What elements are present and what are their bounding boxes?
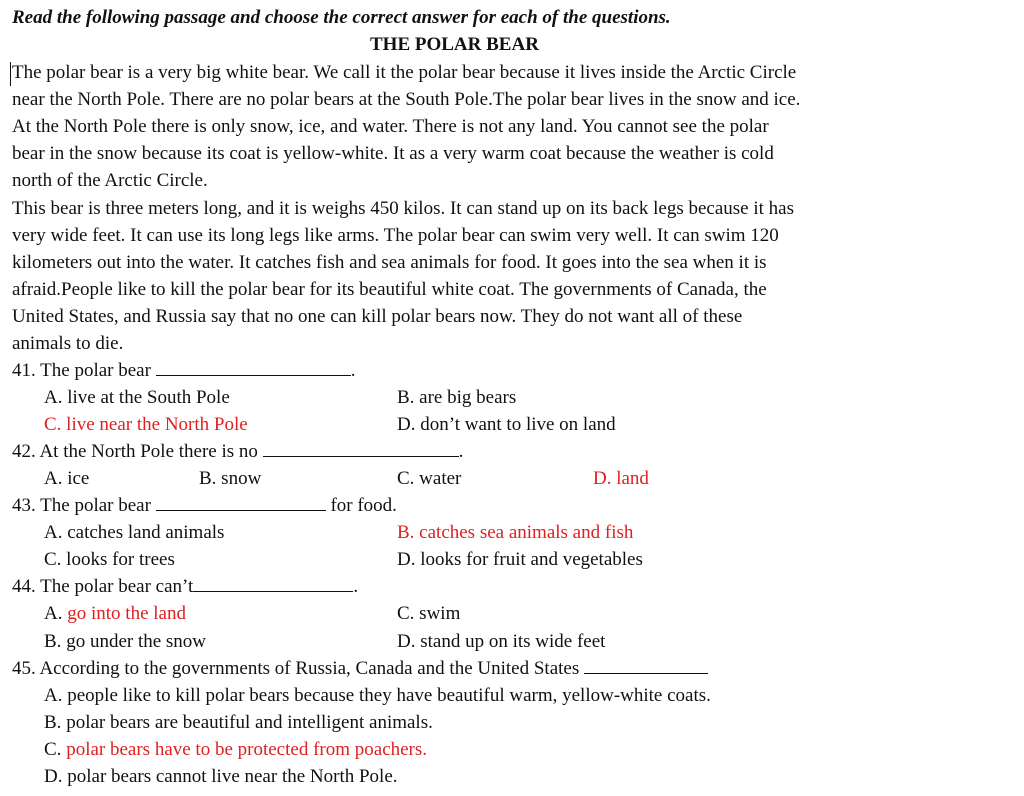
- option-41-a[interactable]: A. live at the South Pole: [44, 387, 230, 408]
- option-45-a[interactable]: [44, 682, 711, 709]
- text-cursor: [10, 62, 11, 86]
- passage-line: The polar bear is a very big white bear. We call it the polar bear because it lives inside the Arctic Circle: [12, 62, 797, 83]
- option-letter: A.: [44, 685, 63, 706]
- question-end: .: [458, 441, 464, 462]
- answer-blank[interactable]: [156, 357, 351, 376]
- passage-line: This bear is three meters long, and it is weighs 450 kilos. It can stand up on its back legs because it has: [12, 198, 794, 219]
- option-letter: A.: [44, 603, 63, 624]
- question-end: for food.: [330, 495, 397, 516]
- option-44-d[interactable]: D. stand up on its wide feet: [397, 631, 606, 652]
- option-letter: B.: [44, 631, 62, 652]
- question-end: .: [353, 576, 359, 597]
- answer-blank[interactable]: [584, 655, 708, 674]
- option-44-b[interactable]: [44, 628, 206, 655]
- option-43-b-correct[interactable]: B. catches sea animals and fish: [397, 522, 634, 543]
- option-letter: B.: [44, 712, 62, 733]
- option-45-d[interactable]: [44, 763, 398, 790]
- option-44-c[interactable]: C. swim: [397, 603, 461, 624]
- answer-blank[interactable]: [263, 438, 459, 457]
- passage-title: THE POLAR BEAR: [370, 34, 539, 55]
- option-41-d[interactable]: D. don’t want to live on land: [397, 414, 616, 435]
- option-letter: C.: [44, 739, 62, 760]
- passage-line: United States, and Russia say that no one can kill polar bears now. They do not want all of these: [12, 306, 743, 327]
- option-43-c[interactable]: C. looks for trees: [44, 549, 175, 570]
- question-42: [12, 438, 463, 465]
- option-44-a-correct[interactable]: [44, 600, 186, 627]
- option-text: polar bears have to be protected from poachers.: [66, 739, 428, 760]
- passage-line: afraid.People like to kill the polar bear for its beautiful white coat. The governments of Canada, the: [12, 279, 767, 300]
- option-41-c-correct[interactable]: C. live near the North Pole: [44, 414, 248, 435]
- option-45-b[interactable]: [44, 709, 433, 736]
- option-45-c-correct[interactable]: [44, 736, 427, 763]
- option-text: go into the land: [67, 603, 186, 624]
- passage-line: animals to die.: [12, 333, 124, 354]
- answer-blank[interactable]: [193, 573, 353, 592]
- passage-line: very wide feet. It can use its long legs like arms. The polar bear can swim very well. It can swim 120: [12, 225, 779, 246]
- option-42-b[interactable]: B. snow: [199, 468, 262, 489]
- question-stem: 41. The polar bear: [12, 360, 151, 381]
- option-43-a[interactable]: A. catches land animals: [44, 522, 225, 543]
- question-43: [12, 492, 397, 519]
- question-44: [12, 573, 358, 600]
- question-41: [12, 357, 355, 384]
- passage-line: near the North Pole. There are no polar bears at the South Pole.The polar bear lives in the snow and ice.: [12, 89, 801, 110]
- question-45: [12, 655, 708, 682]
- option-text: polar bears cannot live near the North Pole.: [67, 766, 398, 787]
- question-stem: 43. The polar bear: [12, 495, 151, 516]
- option-letter: D.: [44, 766, 63, 787]
- passage-line: kilometers out into the water. It catches fish and sea animals for food. It goes into the sea when it is: [12, 252, 767, 273]
- question-stem: 42. At the North Pole there is no: [12, 441, 258, 462]
- option-43-d[interactable]: D. looks for fruit and vegetables: [397, 549, 643, 570]
- question-stem: 45. According to the governments of Russia, Canada and the United States: [12, 658, 580, 679]
- passage-line: north of the Arctic Circle.: [12, 170, 208, 191]
- instruction: Read the following passage and choose the correct answer for each of the questions.: [12, 7, 671, 28]
- option-42-c[interactable]: C. water: [397, 468, 462, 489]
- option-42-d-correct[interactable]: D. land: [593, 468, 649, 489]
- option-text: people like to kill polar bears because they have beautiful warm, yellow-white coats.: [67, 685, 711, 706]
- option-42-a[interactable]: A. ice: [44, 468, 90, 489]
- option-41-b[interactable]: B. are big bears: [397, 387, 517, 408]
- passage-line: bear in the snow because its coat is yellow-white. It as a very warm coat because the weather is cold: [12, 143, 774, 164]
- answer-blank[interactable]: [156, 492, 326, 511]
- option-text: go under the snow: [66, 631, 207, 652]
- question-end: .: [350, 360, 356, 381]
- option-text: polar bears are beautiful and intelligent animals.: [66, 712, 433, 733]
- question-stem: 44. The polar bear can’t: [12, 576, 194, 597]
- passage-line: At the North Pole there is only snow, ice, and water. There is not any land. You cannot see the polar: [12, 116, 769, 137]
